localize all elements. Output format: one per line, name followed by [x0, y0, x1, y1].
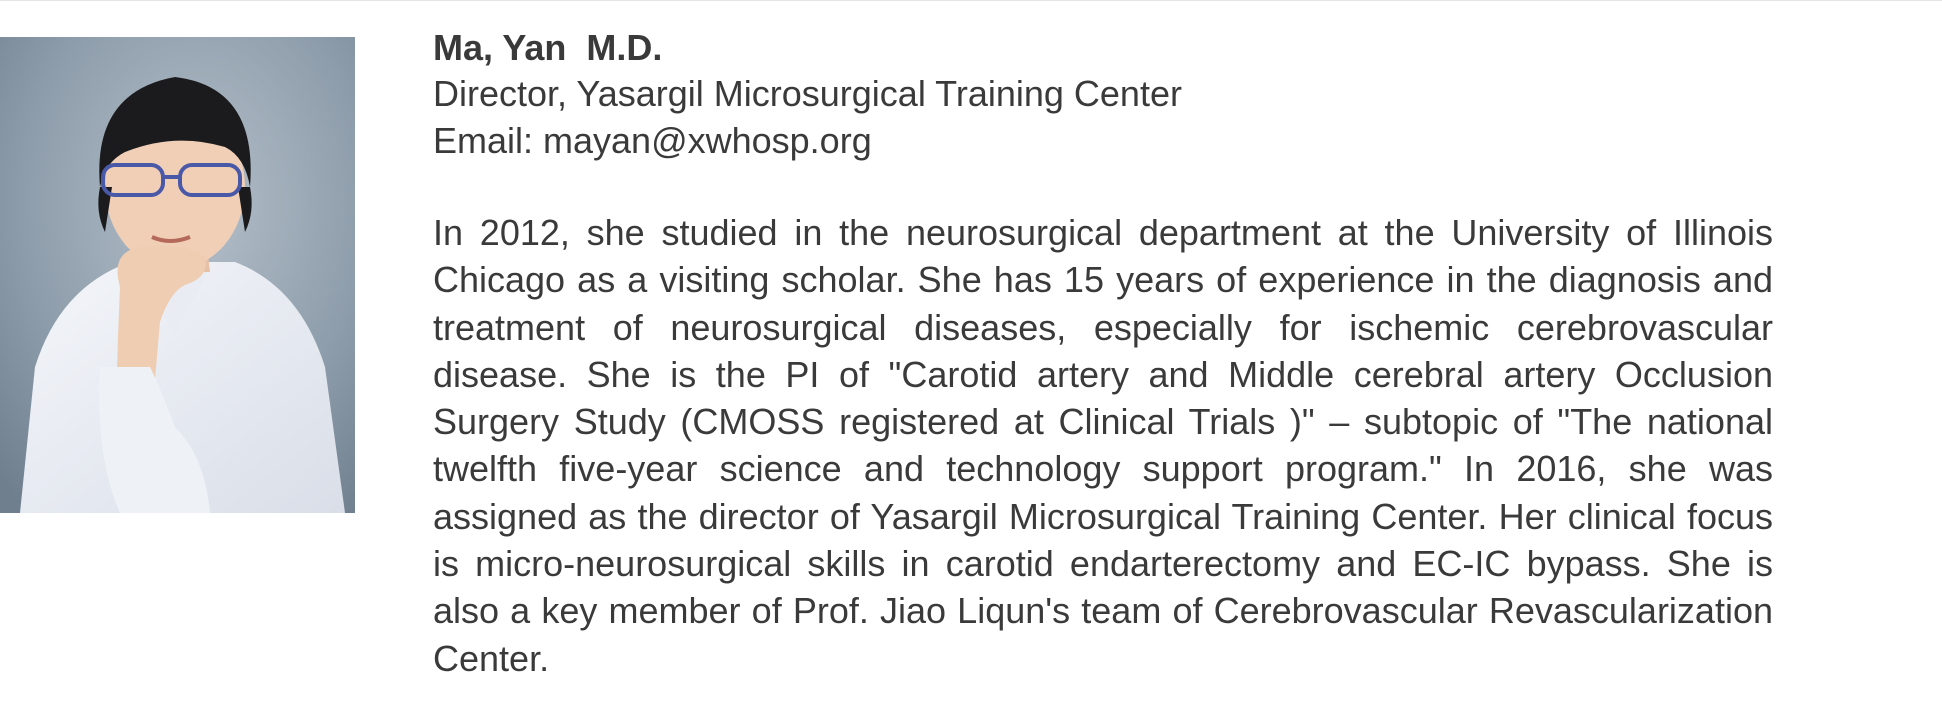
- doctor-name: Ma, Yan M.D.: [433, 27, 663, 68]
- doctor-bio: In 2012, she studied in the neurosurgical department at the University of Illinois Chicago as a visiting scholar. She has 15 years of experience in the diagnosis and treatment of neurosurgical diseases, especially for ischemic cerebrovascular disease. She is the PI of "Carotid artery and Middle cerebral artery Occlusion Surgery Study (CMOSS registered at Clinical Trials )" – subtopic of "The national twelfth five-year science and technology support program." In 2016, she was assigned as the director of Yasargil Microsurgical Training Center. Her clinical focus is micro-neurosurgical skills in carotid endarterectomy and EC-IC bypass. She is also a key member of Prof. Jiao Liqun's team of Cerebrovascular Revascularization Center.: [433, 212, 1773, 679]
- portrait-photo: [0, 37, 355, 513]
- top-divider: [0, 0, 1942, 1]
- profile-text: [433, 26, 1773, 682]
- doctor-email: Email: mayan@xwhosp.org: [433, 120, 872, 161]
- doctor-title: Director, Yasargil Microsurgical Training Center: [433, 73, 1182, 114]
